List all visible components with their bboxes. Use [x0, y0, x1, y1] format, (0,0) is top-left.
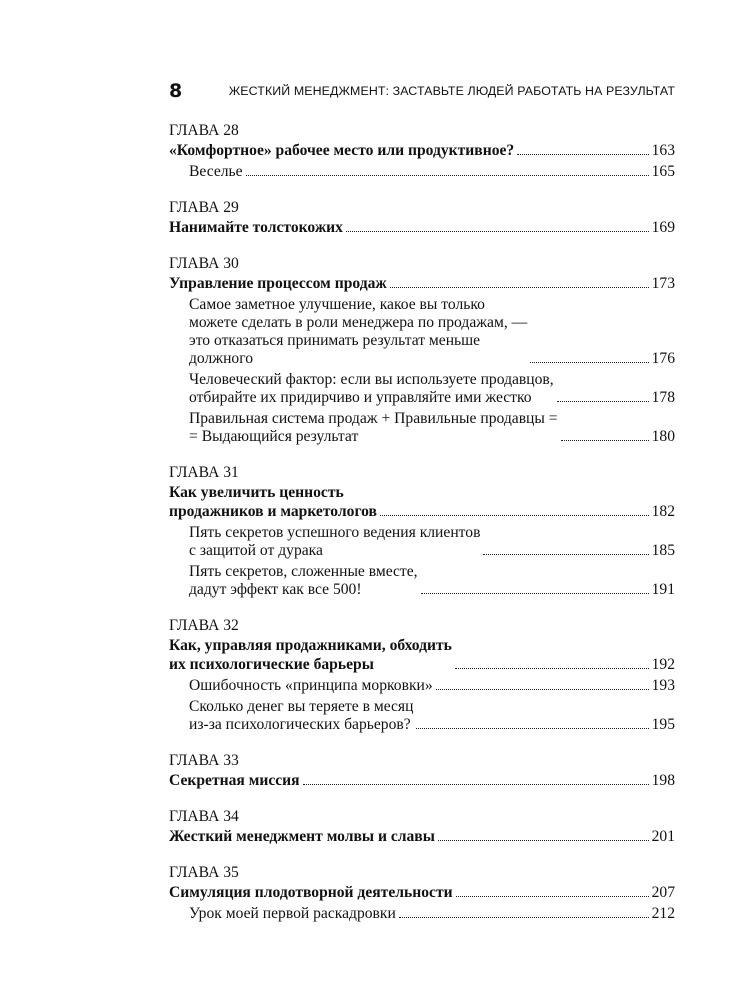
subsection-entry[interactable] [169, 524, 675, 560]
subsection-entry[interactable] [169, 296, 675, 368]
chapter-title: Жесткий менеджмент молвы и славы [169, 828, 435, 845]
subsection-title: Пять секретов успешного ведения клиентов с защитой от дурака [189, 524, 481, 559]
page-ref: 192 [651, 656, 675, 673]
toc-chapter [169, 253, 675, 446]
subsection-title: Урок моей первой раскадровки [189, 905, 396, 922]
subsection-title: Самое заметное улучшение, какое вы только можете сделать в роли менеджера по продажам, — это отказаться принимать результат меньше должного [189, 296, 528, 367]
chapter-label: ГЛАВА 35 [169, 864, 239, 881]
chapter-label: ГЛАВА 28 [169, 122, 239, 139]
dot-leader [421, 593, 649, 594]
dot-leader [438, 840, 649, 841]
chapter-entry[interactable] [169, 218, 675, 237]
page-ref: 182 [651, 503, 675, 520]
subsection-title: Веселье [189, 163, 243, 180]
dot-leader [530, 362, 648, 363]
dot-leader [416, 728, 648, 729]
dot-leader [456, 896, 649, 897]
chapter-entry[interactable] [169, 274, 675, 293]
subsection-title: Ошибочность «принципа морковки» [189, 677, 433, 694]
page-ref: 178 [651, 389, 675, 406]
chapter-entry[interactable] [169, 483, 675, 521]
chapter-label: ГЛАВА 30 [169, 255, 239, 272]
subsection-title: Сколько денег вы теряете в месяц из-за психологических барьеров? [189, 698, 414, 733]
toc-chapter [169, 862, 675, 923]
dot-leader [455, 668, 649, 669]
chapter-title: Нанимайте толстокожих [169, 219, 343, 236]
subsection-title: Правильная система продаж + Правильные продавцы = = Выдающийся результат [189, 410, 558, 445]
page-ref: 193 [651, 677, 675, 694]
chapter-label: ГЛАВА 32 [169, 617, 239, 634]
subsection-entry[interactable] [169, 677, 675, 695]
chapter-title: Как увеличить ценность продажников и маркетологов [169, 484, 377, 520]
page-ref: 195 [651, 716, 675, 733]
dot-leader [303, 784, 649, 785]
chapter-title: Управление процессом продаж [169, 275, 387, 292]
chapter-label: ГЛАВА 31 [169, 464, 239, 481]
chapter-title: «Комфортное» рабочее место или продуктивное? [169, 142, 515, 159]
page-ref: 212 [651, 905, 675, 922]
page-ref: 198 [651, 772, 675, 789]
chapter-entry[interactable] [169, 883, 675, 902]
dot-leader [557, 401, 649, 402]
dot-leader [399, 917, 649, 918]
chapter-entry[interactable] [169, 827, 675, 846]
page-ref: 173 [651, 275, 675, 292]
page-ref: 165 [651, 163, 675, 180]
table-of-contents [169, 120, 675, 923]
dot-leader [561, 440, 649, 441]
toc-chapter [169, 806, 675, 846]
chapter-title: Симуляция плодотворной деятельности [169, 884, 453, 901]
page-ref: 169 [651, 219, 675, 236]
page-header [169, 78, 675, 104]
page-ref: 185 [651, 542, 675, 559]
toc-chapter [169, 197, 675, 237]
subsection-title: Человеческий фактор: если вы используете продавцов, отбирайте их придирчиво и управляйте ими жестко [189, 371, 554, 406]
dot-leader [380, 515, 649, 516]
chapter-entry[interactable] [169, 141, 675, 160]
page-ref: 180 [651, 428, 675, 445]
dot-leader [346, 231, 649, 232]
subsection-entry[interactable] [169, 698, 675, 734]
subsection-entry[interactable] [169, 563, 675, 599]
subsection-entry[interactable] [169, 163, 675, 181]
chapter-title: Как, управляя продажниками, обходить их психологические барьеры [169, 637, 452, 673]
toc-chapter [169, 750, 675, 790]
subsection-entry[interactable] [169, 371, 675, 407]
chapter-label: ГЛАВА 33 [169, 752, 239, 769]
toc-chapter [169, 615, 675, 734]
chapter-entry[interactable] [169, 771, 675, 790]
chapter-label: ГЛАВА 29 [169, 199, 239, 216]
dot-leader [390, 287, 649, 288]
subsection-entry[interactable] [169, 410, 675, 446]
subsection-title: Пять секретов, сложенные вместе, дадут эффект как все 500! [189, 563, 418, 598]
page-ref: 163 [651, 142, 675, 159]
dot-leader [436, 689, 649, 690]
chapter-entry[interactable] [169, 636, 675, 674]
toc-chapter [169, 462, 675, 599]
toc-chapter [169, 120, 675, 181]
page-ref: 176 [651, 350, 675, 367]
running-title: ЖЕСТКИЙ МЕНЕДЖМЕНТ: ЗАСТАВЬТЕ ЛЮДЕЙ РАБОТАТЬ НА РЕЗУЛЬТАТ [228, 84, 675, 98]
dot-leader [483, 554, 648, 555]
chapter-label: ГЛАВА 34 [169, 808, 239, 825]
dot-leader [246, 175, 649, 176]
dot-leader [517, 154, 648, 155]
page-ref: 201 [651, 828, 675, 845]
chapter-title: Секретная миссия [169, 772, 300, 789]
page-ref: 207 [651, 884, 675, 901]
subsection-entry[interactable] [169, 905, 675, 923]
page-ref: 191 [651, 581, 675, 598]
page-number: 8 [169, 80, 183, 102]
